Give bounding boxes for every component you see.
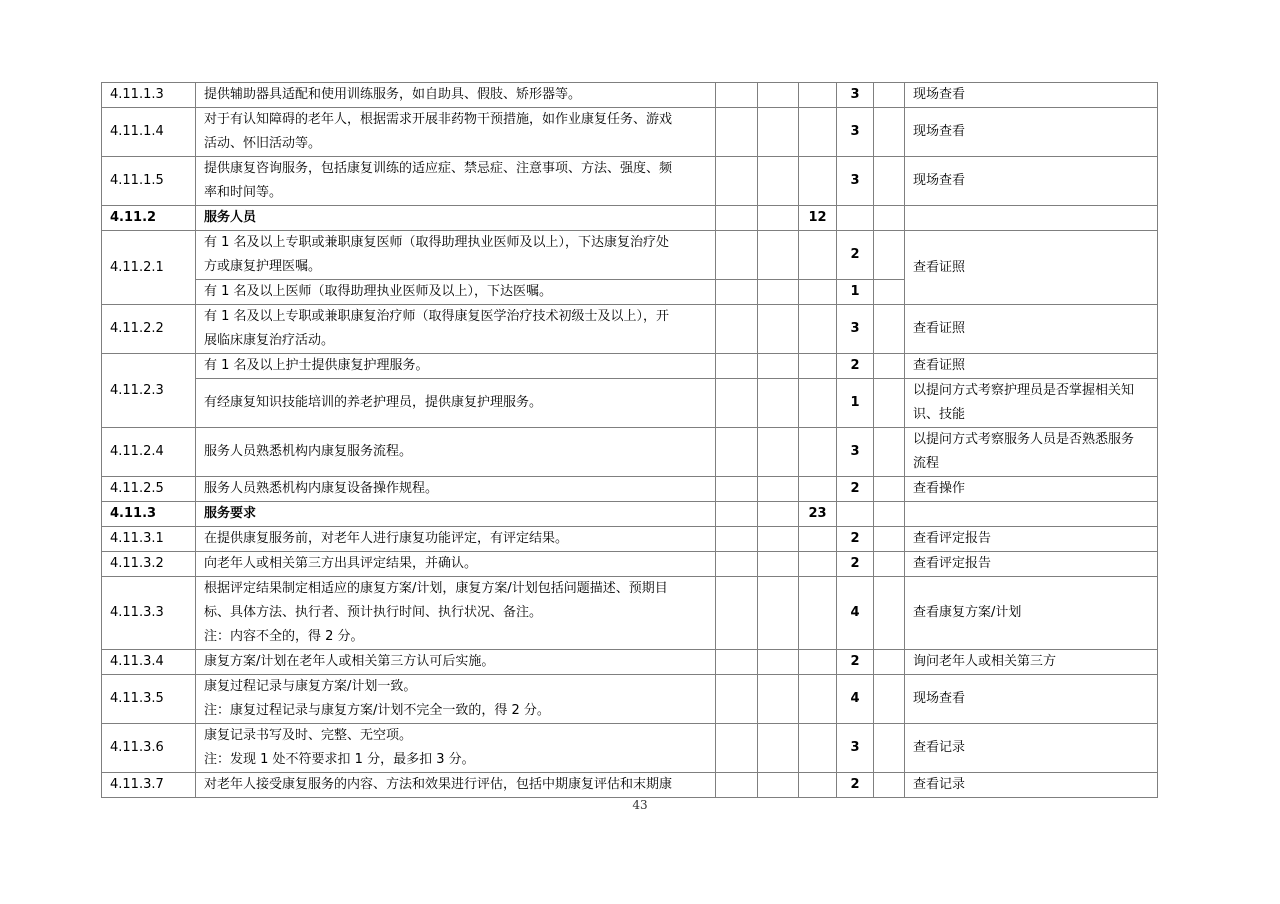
- evaluation-method: [905, 527, 1158, 552]
- item-requirement: [196, 552, 716, 577]
- table-row: [102, 108, 1158, 157]
- item-code: 4.11.3.3: [102, 577, 196, 650]
- section-row: [102, 502, 1158, 527]
- blank-col-1: [716, 354, 758, 379]
- section-score: 23: [799, 502, 837, 527]
- blank-col-2: [758, 773, 799, 798]
- cell-line: 查看评定报告: [913, 531, 992, 546]
- item-requirement: [196, 157, 716, 206]
- table-row: [102, 477, 1158, 502]
- item-code: 4.11.1.5: [102, 157, 196, 206]
- cell-line: 服务人员: [204, 210, 257, 225]
- section-score: [799, 231, 837, 280]
- table-row: [102, 577, 1158, 650]
- section-score: [799, 477, 837, 502]
- evaluation-method: [905, 477, 1158, 502]
- item-requirement: [196, 527, 716, 552]
- section-title: [196, 502, 716, 527]
- section-code: 4.11.3: [102, 502, 196, 527]
- blank-col-3: [874, 206, 905, 231]
- page-number: 43: [632, 798, 648, 812]
- blank-col-2: [758, 305, 799, 354]
- item-code: 4.11.2.2: [102, 305, 196, 354]
- blank-col-1: [716, 527, 758, 552]
- assessment-table: [101, 82, 1158, 798]
- evaluation-method: [905, 157, 1158, 206]
- blank-col-3: [874, 650, 905, 675]
- cell-line: 提供辅助器具适配和使用训练服务，如自助具、假肢、矫形器等。: [204, 87, 582, 102]
- table-row: [102, 83, 1158, 108]
- item-score: 2: [837, 354, 874, 379]
- item-code: 4.11.2.5: [102, 477, 196, 502]
- item-requirement: [196, 675, 716, 724]
- table-row: [102, 428, 1158, 477]
- evaluation-method: [905, 502, 1158, 527]
- item-code: 4.11.2.1: [102, 231, 196, 305]
- item-requirement: [196, 83, 716, 108]
- table-row: [102, 552, 1158, 577]
- item-score: 3: [837, 108, 874, 157]
- blank-col-1: [716, 650, 758, 675]
- cell-line: 服务要求: [204, 506, 257, 521]
- blank-col-2: [758, 477, 799, 502]
- cell-line: 查看评定报告: [913, 556, 992, 571]
- blank-col-1: [716, 502, 758, 527]
- blank-col-2: [758, 527, 799, 552]
- item-requirement: [196, 379, 716, 428]
- section-score: [799, 428, 837, 477]
- section-score: [799, 354, 837, 379]
- item-score: 2: [837, 231, 874, 280]
- cell-line: 提供康复咨询服务，包括康复训练的适应症、禁忌症、注意事项、方法、强度、频: [204, 161, 673, 176]
- evaluation-method: [905, 354, 1158, 379]
- item-score: 4: [837, 577, 874, 650]
- blank-col-1: [716, 157, 758, 206]
- item-requirement: [196, 477, 716, 502]
- item-score: 2: [837, 552, 874, 577]
- cell-line: 注：内容不全的，得 2 分。: [204, 629, 364, 644]
- table-row: [102, 527, 1158, 552]
- blank-col-2: [758, 577, 799, 650]
- section-score: [799, 650, 837, 675]
- evaluation-method: [905, 773, 1158, 798]
- blank-col-1: [716, 428, 758, 477]
- cell-line: 有 1 名及以上医师（取得助理执业医师及以上），下达医嘱。: [204, 284, 553, 299]
- item-requirement: [196, 354, 716, 379]
- item-score: 2: [837, 527, 874, 552]
- evaluation-method: [905, 724, 1158, 773]
- blank-col-2: [758, 157, 799, 206]
- section-title: [196, 206, 716, 231]
- cell-line: 向老年人或相关第三方出具评定结果，并确认。: [204, 556, 478, 571]
- table-row: [102, 724, 1158, 773]
- item-score: 2: [837, 773, 874, 798]
- table-row: [102, 157, 1158, 206]
- section-score: [799, 108, 837, 157]
- section-score: [799, 379, 837, 428]
- item-code: 4.11.1.4: [102, 108, 196, 157]
- item-score: 3: [837, 305, 874, 354]
- item-code: 4.11.2.3: [102, 354, 196, 428]
- blank-col-1: [716, 724, 758, 773]
- cell-line: 查看记录: [913, 777, 966, 792]
- blank-col-1: [716, 675, 758, 724]
- item-score: 3: [837, 428, 874, 477]
- item-code: 4.11.1.3: [102, 83, 196, 108]
- blank-col-2: [758, 502, 799, 527]
- item-score: 3: [837, 724, 874, 773]
- cell-line: 活动、怀旧活动等。: [204, 136, 322, 151]
- blank-col-1: [716, 83, 758, 108]
- evaluation-method: [905, 650, 1158, 675]
- item-requirement: [196, 428, 716, 477]
- cell-line: 康复记录书写及时、完整、无空项。: [204, 728, 413, 743]
- blank-col-3: [874, 675, 905, 724]
- item-score: 2: [837, 650, 874, 675]
- table-body: [102, 83, 1158, 798]
- cell-line: 根据评定结果制定相适应的康复方案/计划，康复方案/计划包括问题描述、预期目: [204, 581, 668, 596]
- section-score: [799, 83, 837, 108]
- cell-line: 有 1 名及以上护士提供康复护理服务。: [204, 358, 429, 373]
- cell-line: 有 1 名及以上专职或兼职康复治疗师（取得康复医学治疗技术初级士及以上），开: [204, 309, 670, 324]
- cell-line: 查看证照: [913, 321, 966, 336]
- cell-line: 康复方案/计划在老年人或相关第三方认可后实施。: [204, 654, 495, 669]
- cell-line: 询问老年人或相关第三方: [913, 654, 1057, 669]
- cell-line: 注：康复过程记录与康复方案/计划不完全一致的，得 2 分。: [204, 703, 550, 718]
- cell-line: 对于有认知障碍的老年人，根据需求开展非药物干预措施，如作业康复任务、游戏: [204, 112, 673, 127]
- blank-col-2: [758, 428, 799, 477]
- item-score: 3: [837, 83, 874, 108]
- evaluation-method: [905, 379, 1158, 428]
- blank-col-2: [758, 552, 799, 577]
- blank-col-3: [874, 354, 905, 379]
- blank-col-3: [874, 157, 905, 206]
- item-score: 4: [837, 675, 874, 724]
- evaluation-method: [905, 675, 1158, 724]
- cell-line: 展临床康复治疗活动。: [204, 333, 335, 348]
- item-requirement: [196, 724, 716, 773]
- blank-col-2: [758, 724, 799, 773]
- cell-line: 查看证照: [913, 358, 966, 373]
- item-score: [837, 206, 874, 231]
- item-score: 2: [837, 477, 874, 502]
- blank-col-3: [874, 724, 905, 773]
- section-score: [799, 305, 837, 354]
- cell-line: 现场查看: [913, 87, 966, 102]
- section-score: [799, 675, 837, 724]
- cell-line: 查看操作: [913, 481, 966, 496]
- item-code: 4.11.3.4: [102, 650, 196, 675]
- cell-line: 以提问方式考察护理员是否掌握相关知: [913, 383, 1135, 398]
- cell-line: 服务人员熟悉机构内康复设备操作规程。: [204, 481, 439, 496]
- table-row: [102, 305, 1158, 354]
- section-score: [799, 577, 837, 650]
- item-score: [837, 502, 874, 527]
- blank-col-2: [758, 379, 799, 428]
- item-score: 3: [837, 157, 874, 206]
- blank-col-1: [716, 773, 758, 798]
- cell-line: 现场查看: [913, 173, 966, 188]
- section-score: [799, 773, 837, 798]
- item-code: 4.11.2.4: [102, 428, 196, 477]
- cell-line: 在提供康复服务前，对老年人进行康复功能评定，有评定结果。: [204, 531, 569, 546]
- blank-col-1: [716, 231, 758, 280]
- blank-col-1: [716, 206, 758, 231]
- table-row: [102, 650, 1158, 675]
- blank-col-3: [874, 577, 905, 650]
- cell-line: 查看证照: [913, 259, 966, 275]
- blank-col-3: [874, 379, 905, 428]
- cell-line: 率和时间等。: [204, 185, 283, 200]
- item-code: 4.11.3.7: [102, 773, 196, 798]
- item-score: 1: [837, 280, 874, 305]
- cell-line: 查看记录: [913, 740, 966, 755]
- evaluation-method: [905, 108, 1158, 157]
- cell-line: 服务人员熟悉机构内康复服务流程。: [204, 444, 413, 459]
- table-row: [102, 379, 1158, 428]
- section-score: [799, 280, 837, 305]
- table-row: [102, 354, 1158, 379]
- section-score: 12: [799, 206, 837, 231]
- blank-col-3: [874, 280, 905, 305]
- blank-col-3: [874, 552, 905, 577]
- table-row: [102, 675, 1158, 724]
- blank-col-3: [874, 231, 905, 280]
- blank-col-2: [758, 280, 799, 305]
- cell-line: 有经康复知识技能培训的养老护理员，提供康复护理服务。: [204, 395, 543, 410]
- section-code: 4.11.2: [102, 206, 196, 231]
- blank-col-2: [758, 675, 799, 724]
- item-code: 4.11.3.5: [102, 675, 196, 724]
- item-code: 4.11.3.2: [102, 552, 196, 577]
- blank-col-2: [758, 206, 799, 231]
- section-row: [102, 206, 1158, 231]
- cell-line: 对老年人接受康复服务的内容、方法和效果进行评估，包括中期康复评估和末期康: [204, 777, 673, 792]
- cell-line: 现场查看: [913, 124, 966, 139]
- item-requirement: [196, 108, 716, 157]
- evaluation-method: [905, 552, 1158, 577]
- blank-col-2: [758, 83, 799, 108]
- item-score: 1: [837, 379, 874, 428]
- evaluation-method: [905, 577, 1158, 650]
- table-row: [102, 231, 1158, 280]
- table-row: [102, 773, 1158, 798]
- blank-col-2: [758, 354, 799, 379]
- blank-col-3: [874, 773, 905, 798]
- section-score: [799, 552, 837, 577]
- cell-line: 流程: [913, 456, 940, 471]
- blank-col-2: [758, 108, 799, 157]
- blank-col-3: [874, 83, 905, 108]
- cell-line: 有 1 名及以上专职或兼职康复医师（取得助理执业医师及以上），下达康复治疗处: [204, 235, 670, 250]
- item-requirement: [196, 280, 716, 305]
- cell-line: 方或康复护理医嘱。: [204, 259, 322, 274]
- section-score: [799, 527, 837, 552]
- cell-line: 现场查看: [913, 691, 966, 706]
- item-requirement: [196, 773, 716, 798]
- blank-col-3: [874, 477, 905, 502]
- cell-line: 识、技能: [913, 407, 966, 422]
- blank-col-3: [874, 428, 905, 477]
- blank-col-1: [716, 577, 758, 650]
- evaluation-method: [905, 206, 1158, 231]
- item-code: 4.11.3.6: [102, 724, 196, 773]
- evaluation-method: [905, 231, 1158, 305]
- item-requirement: [196, 650, 716, 675]
- blank-col-3: [874, 108, 905, 157]
- blank-col-1: [716, 552, 758, 577]
- blank-col-1: [716, 477, 758, 502]
- blank-col-2: [758, 231, 799, 280]
- blank-col-3: [874, 502, 905, 527]
- evaluation-method: [905, 305, 1158, 354]
- section-score: [799, 724, 837, 773]
- blank-col-1: [716, 379, 758, 428]
- cell-line: 康复过程记录与康复方案/计划一致。: [204, 679, 417, 694]
- evaluation-method: [905, 83, 1158, 108]
- item-requirement: [196, 577, 716, 650]
- blank-col-1: [716, 305, 758, 354]
- cell-line: 查看康复方案/计划: [913, 605, 1022, 620]
- blank-col-1: [716, 280, 758, 305]
- cell-line: 标、具体方法、执行者、预计执行时间、执行状况、备注。: [204, 605, 543, 620]
- cell-line: 注：发现 1 处不符要求扣 1 分，最多扣 3 分。: [204, 752, 475, 767]
- section-score: [799, 157, 837, 206]
- item-requirement: [196, 305, 716, 354]
- item-code: 4.11.3.1: [102, 527, 196, 552]
- evaluation-method: [905, 428, 1158, 477]
- item-requirement: [196, 231, 716, 280]
- blank-col-3: [874, 305, 905, 354]
- cell-line: 以提问方式考察服务人员是否熟悉服务: [913, 432, 1135, 447]
- blank-col-1: [716, 108, 758, 157]
- blank-col-3: [874, 527, 905, 552]
- blank-col-2: [758, 650, 799, 675]
